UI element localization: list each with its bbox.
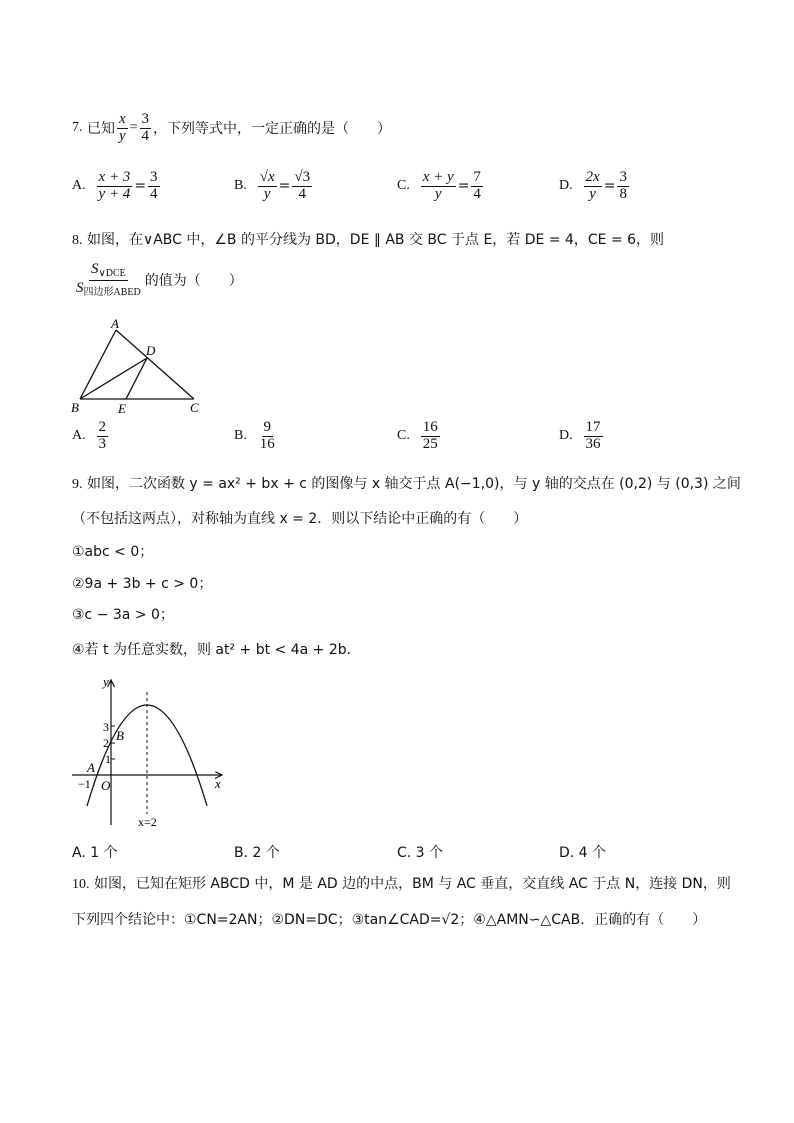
label-b: B — [71, 400, 79, 415]
label-tick-neg1: −1 — [78, 777, 91, 791]
seg-ac — [116, 330, 194, 399]
q9-stem-line2: （不包括这两点），对称轴为直线 x = 2．则以下结论中正确的有（ ） — [72, 511, 528, 527]
label-tick-1: 1 — [105, 752, 111, 766]
q8-stem-line1: 8. 如图，在∨ABC 中，∠B 的平分线为 BD，DE ∥ AB 交 BC 于点 E，若 DE = 4，CE = 6，则 — [72, 232, 665, 248]
q7-given-rfraction: $\frac{3}{4}$ — [141, 111, 150, 144]
label-point-b: B — [116, 728, 124, 743]
q9-statement-2: ②9a + 3b + c > 0； — [72, 576, 213, 592]
q9-statement-1: ①abc < 0； — [72, 544, 154, 560]
label-x: x — [215, 776, 221, 791]
label-c: C — [190, 400, 199, 415]
q7-given-fraction: $\frac{x}{y}$ — [118, 111, 126, 144]
q7-stem: 7. 已知 $\frac{x}{y}$ = $\frac{3}{4}$ ，下列等式中，一定正确的是（ ） — [72, 111, 392, 144]
label-origin: O — [101, 778, 111, 793]
label-e: E — [118, 401, 126, 416]
q8-option-c[interactable]: C. $\frac{16}{25}$ — [397, 419, 438, 452]
q9-option-c[interactable]: C. 3 个 — [397, 845, 444, 861]
label-tick-3: 3 — [103, 720, 109, 734]
q7-option-a[interactable]: A. $\frac{x + 3}{y + 4}$ = $\frac{3}{4}$ — [72, 169, 158, 202]
q8-area-ratio: $\frac{S_{\vee DCE}}{S_{四边形ABED}}$ — [76, 261, 141, 298]
label-tick-2: 2 — [103, 736, 109, 750]
label-axis-line: x=2 — [138, 815, 157, 829]
q8-option-d[interactable]: D. $\frac{17}{36}$ — [559, 419, 601, 452]
q10-stem-line1: 10. 如图，已知在矩形 ABCD 中，M 是 AD 边的中点，BM 与 AC 垂直，交直线 AC 于点 N，连接 DN，则 — [72, 876, 731, 892]
q8-option-b[interactable]: B. $\frac{9}{16}$ — [234, 419, 275, 452]
q7-option-b[interactable]: B. $\frac{√x}{y}$ = $\frac{√3}{4}$ — [234, 169, 311, 202]
q9-stem-line1: 9. 如图，二次函数 y = ax² + bx + c 的图像与 x 轴交于点 A(−1,0)，与 y 轴的交点在 (0,2) 与 (0,3) 之间 — [72, 476, 741, 492]
q7-number: 7. — [72, 120, 83, 136]
q9-option-a[interactable]: A. 1 个 — [72, 845, 118, 861]
q7-option-d[interactable]: D. $\frac{2x}{y}$ = $\frac{3}{8}$ — [559, 169, 627, 202]
q8-triangle-figure — [66, 316, 216, 416]
q9-statement-4: ④若 t 为任意实数，则 at² + bt < 4a + 2b． — [72, 642, 361, 658]
q8-option-a[interactable]: A. $\frac{2}{3}$ — [72, 419, 107, 452]
label-y: y — [103, 674, 109, 689]
q9-option-d[interactable]: D. 4 个 — [559, 845, 607, 861]
q9-parabola-figure — [70, 670, 240, 830]
q10-stem-line2: 下列四个结论中：①CN=2AN；②DN=DC；③tan∠CAD=√2；④△AMN∽△CAB．正确的有（ ） — [72, 912, 707, 928]
q9-option-b[interactable]: B. 2 个 — [234, 845, 280, 861]
q9-statement-3: ③c − 3a > 0； — [72, 607, 174, 623]
q7-option-c[interactable]: C. $\frac{x + y}{y}$ = $\frac{7}{4}$ — [397, 169, 481, 202]
label-a: A — [111, 316, 119, 331]
label-point-a: A — [87, 760, 95, 775]
q8-stem-line2: $\frac{S_{\vee DCE}}{S_{四边形ABED}}$ 的值为（ ） — [76, 261, 243, 298]
label-d: D — [146, 343, 156, 358]
